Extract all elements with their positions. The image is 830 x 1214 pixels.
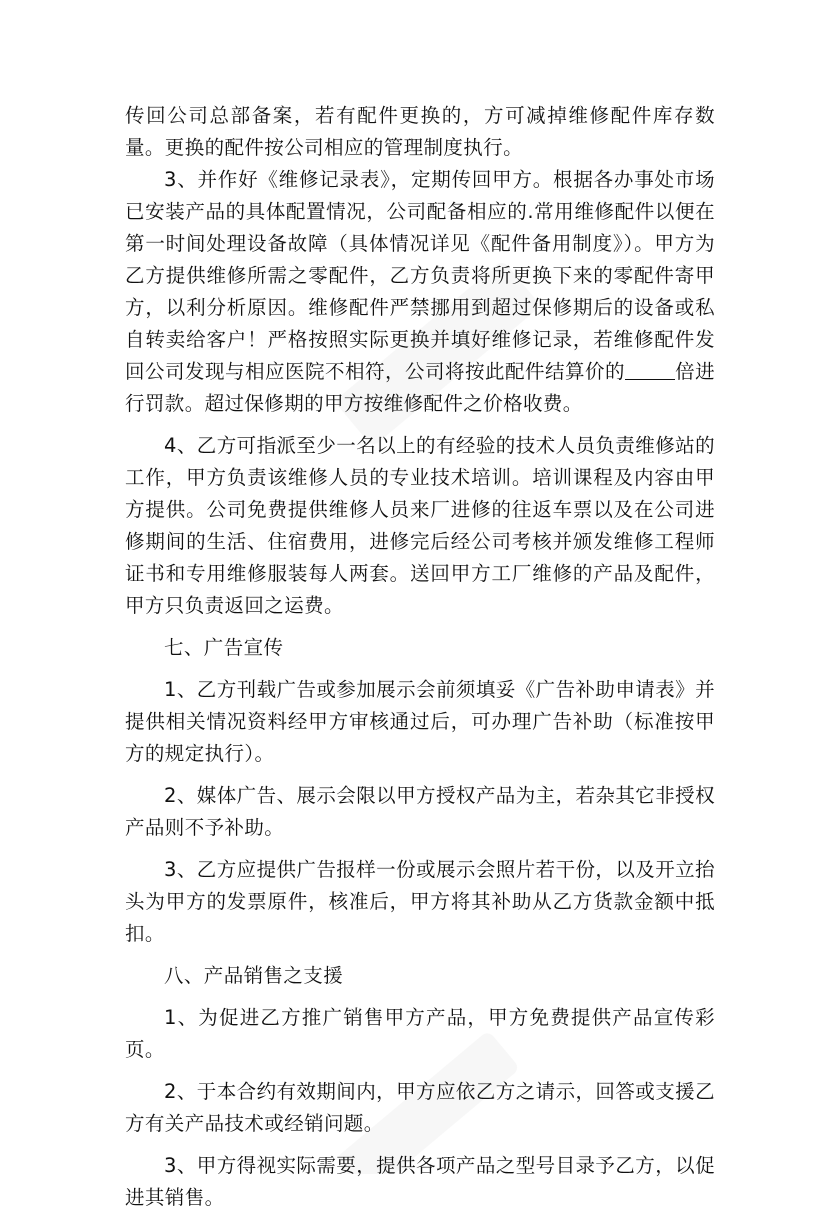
section-heading-sales-support: 八、产品销售之支援 (164, 964, 344, 987)
section-heading-advertising: 七、广告宣传 (164, 636, 284, 659)
paragraph-brochures: 1、为促进乙方推广销售甲方产品，甲方免费提供产品宣传彩页。 (125, 1006, 715, 1061)
paragraph-ad-proof: 3、乙方应提供广告报样一份或展示会照片若干份，以及开立抬头为甲方的发票原件，核准后，甲方将其补助从乙方货款金额中抵扣。 (125, 858, 715, 945)
paragraph-product-catalog: 3、甲方得视实际需要，提供各项产品之型号目录予乙方，以促进其销售。 (125, 1154, 715, 1209)
paragraph-ad-subsidy-application: 1、乙方刊载广告或参加展示会前须填妥《广告补助申请表》并提供相关情况资料经甲方审核通过后，可办理广告补助（标准按甲方的规定执行）。 (125, 678, 715, 765)
paragraph-text: 3、并作好《维修记录表》，定期传回甲方。根据各办事处市场已安装产品的具体配置情况，公司配备相应的.常用维修配件以便在第一时间处理设备故障（具体情况详见《配件备用制度》）。甲方为乙方提供维修所需之零配件，乙方负责将所更换下来的零配件寄甲方，以利分析原因。维修配件严禁挪用到超过保修期后的设备或私自转卖给客户！严格按照实际更换并填好维修记录，若维修配件发回公司发现与相应医院不相符，公司将按此配件结算价的 (125, 168, 715, 383)
paragraph-technician-training: 4、乙方可指派至少一名以上的有经验的技术人员负责维修站的工作，甲方负责该维修人员的专业技术培训。培训课程及内容由甲方提供。公司免费提供维修人员来厂进修的往返车票以及在公司进修期间的生活、住宿费用，进修完后经公司考核并颁发维修工程师证书和专用维修服装每人两套。送回甲方工厂维修的产品及配件，甲方只负责返回之运费。 (125, 434, 715, 617)
document-body (125, 100, 715, 1214)
paragraph-maintenance-record (125, 164, 715, 420)
paragraph-continuation: 传回公司总部备案，若有配件更换的，方可减掉维修配件库存数量。更换的配件按公司相应的管理制度执行。 (125, 104, 715, 159)
fill-in-blank (625, 357, 675, 380)
paragraph-technical-support: 2、于本合约有效期间内，甲方应依乙方之请示，回答或支援乙方有关产品技术或经销问题。 (125, 1080, 715, 1135)
paragraph-text-after-blank: 倍进行罚款。超过保修期的甲方按维修配件之价格收费。 (125, 360, 715, 415)
paragraph-media-ads: 2、媒体广告、展示会限以甲方授权产品为主，若杂其它非授权产品则不予补助。 (125, 784, 715, 839)
